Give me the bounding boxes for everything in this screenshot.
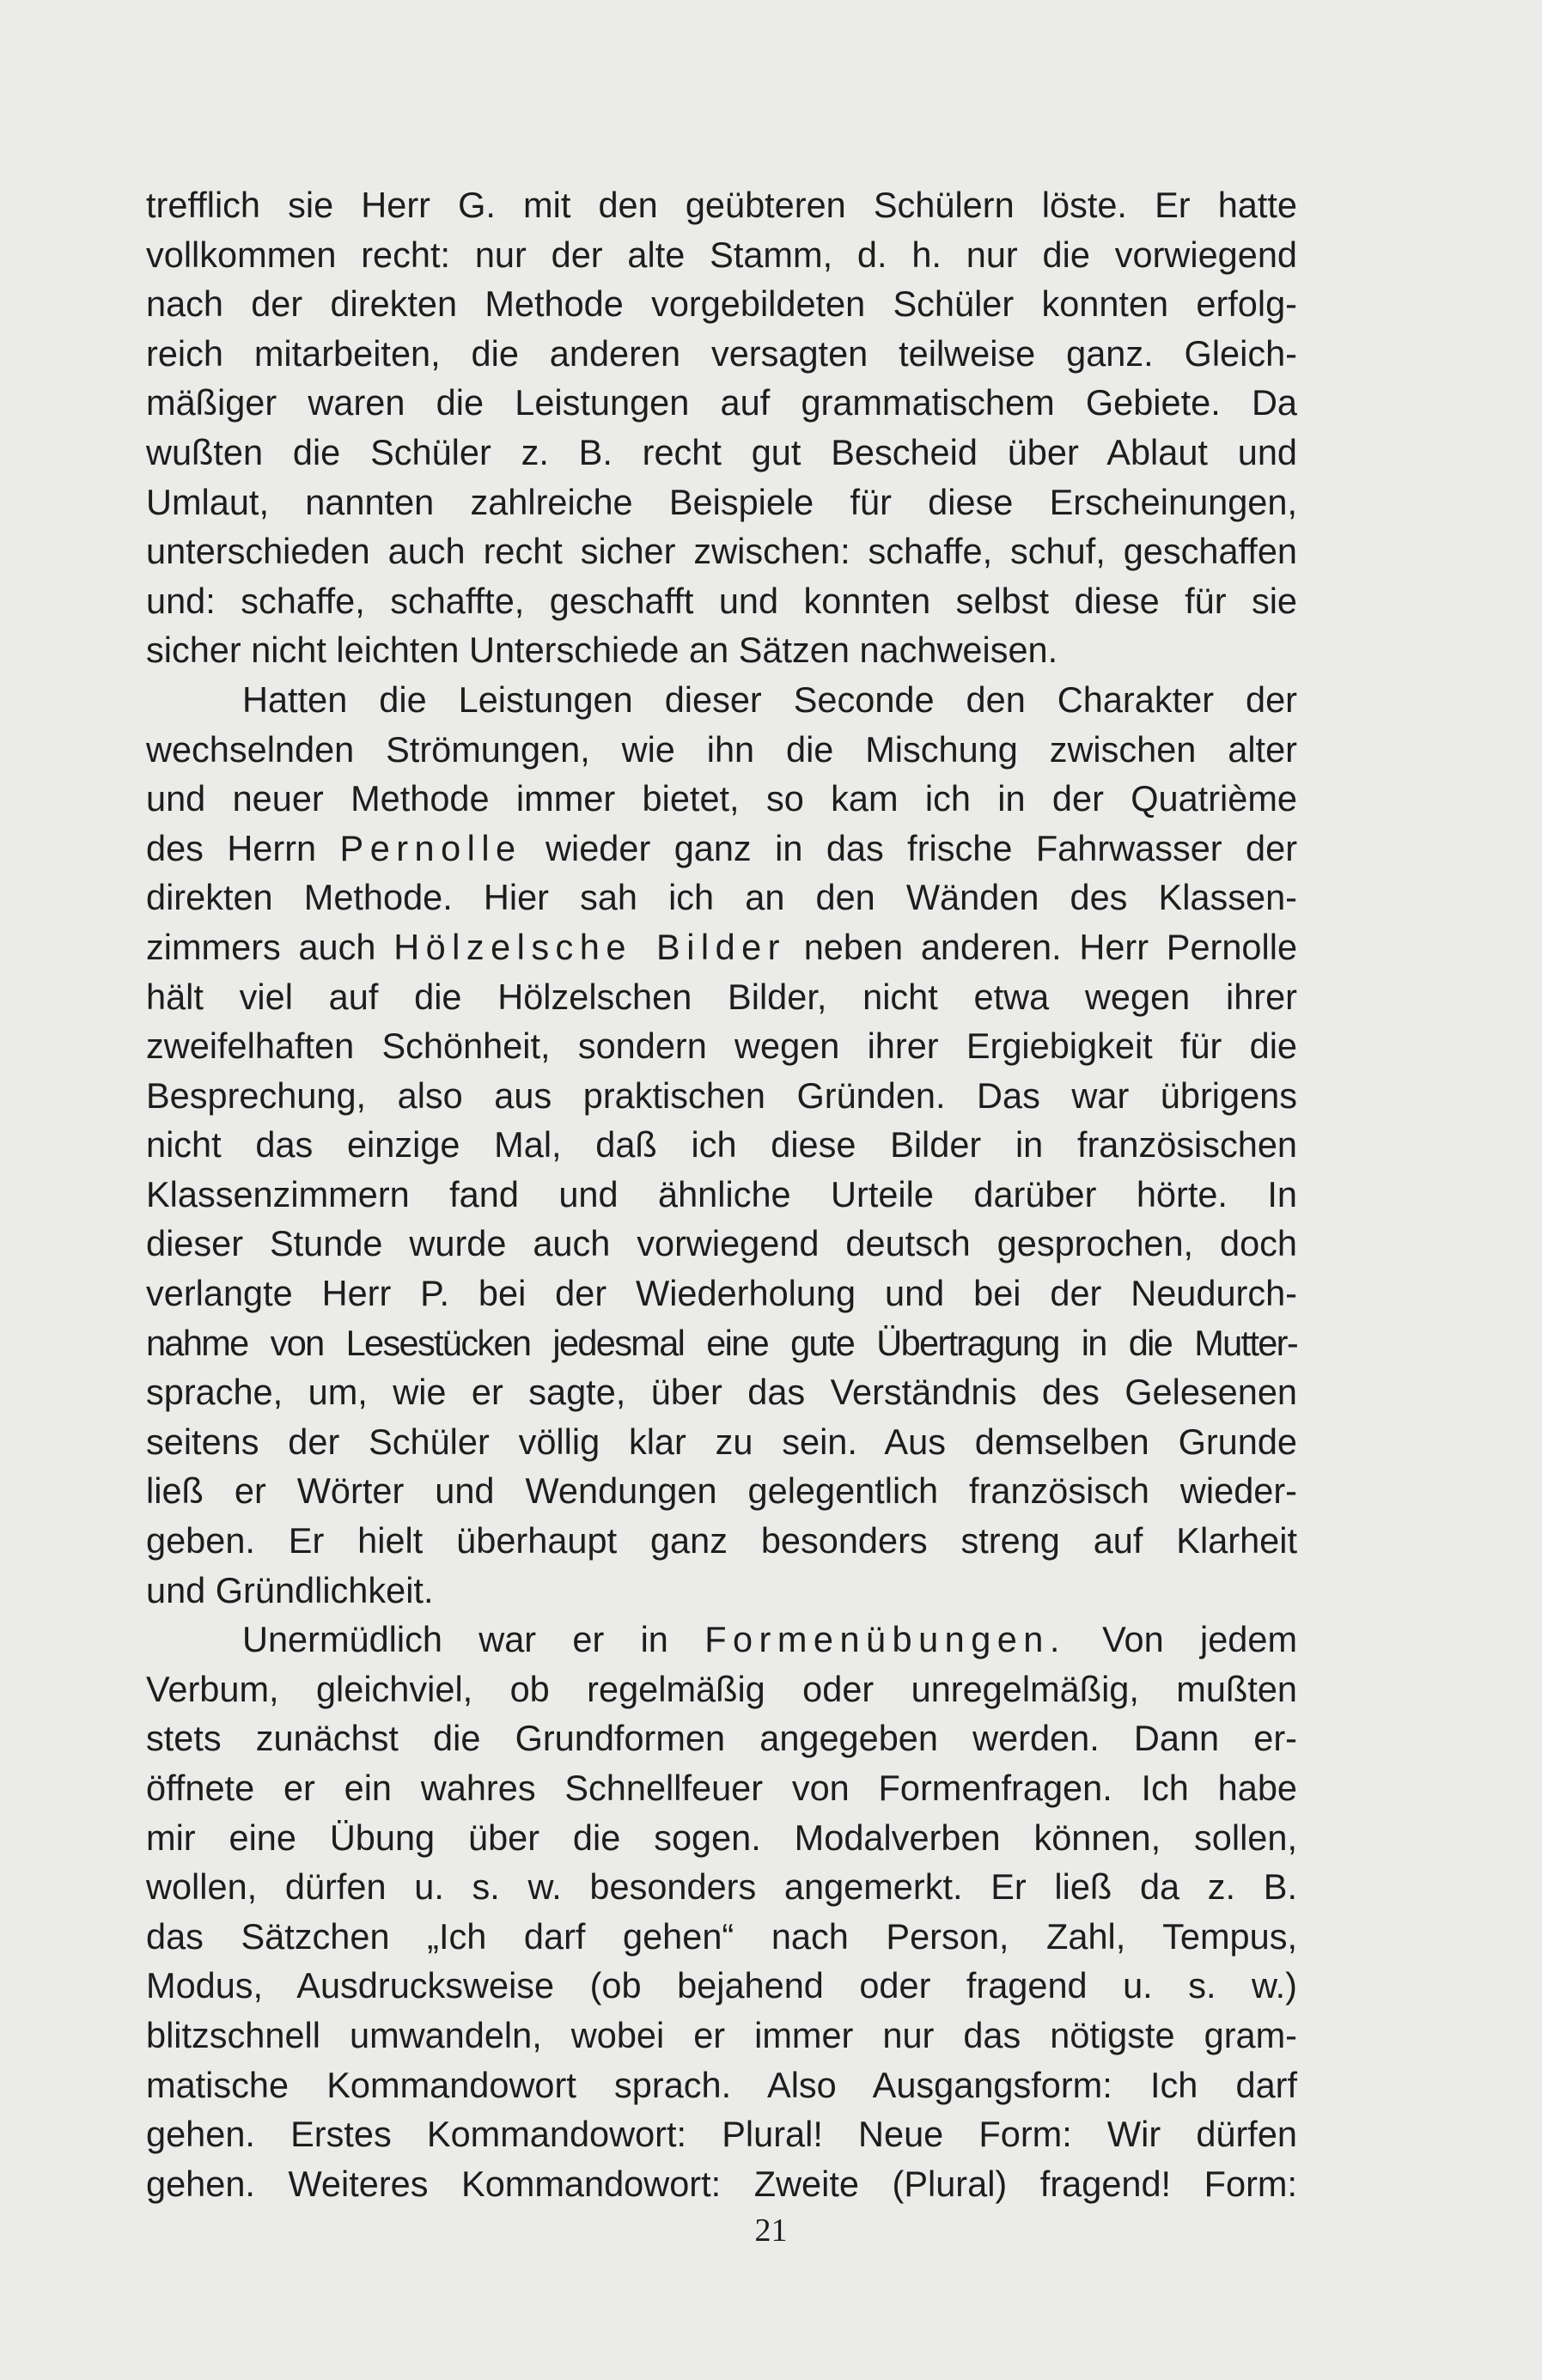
text-line: wußten die Schüler z. B. recht gut Bescheid über Ablaut und (146, 431, 1297, 472)
text-line: seitens der Schüler völlig klar zu sein. Aus demselben Grunde (146, 1421, 1297, 1462)
text-line: direkten Methode. Hier sah ich an den Wänden des Klassen- (146, 877, 1297, 918)
text-segment: Von jedem (1102, 1619, 1298, 1660)
text-segment: zimmers auch (146, 926, 376, 967)
text-line: und: schaffe, schaffte, geschafft und konnten selbst diese für sie (146, 580, 1297, 621)
text-line: hält viel auf die Hölzelschen Bilder, nicht etwa wegen ihrer (146, 976, 1297, 1017)
emphasized-name: Pernolle (339, 827, 522, 868)
text-line: reich mitarbeiten, die anderen versagten teilweise ganz. Gleich- (146, 332, 1297, 374)
text-line: wechselnden Strömungen, wie ihn die Mischung zwischen alter (146, 728, 1297, 770)
text-line: Hatten die Leistungen dieser Seconde den Charakter der (242, 679, 1297, 720)
text-line: nahme von Lesestücken jedesmal eine gute Übertragung in die Mutter- (146, 1322, 1297, 1363)
text-line: vollkommen recht: nur der alte Stamm, d. h. nur die vorwiegend (146, 234, 1297, 275)
text-line: trefflich sie Herr G. mit den geübteren Schülern löste. Er hatte (146, 185, 1297, 225)
text-line: blitzschnell umwandeln, wobei er immer nur das nötigste gram- (146, 2014, 1297, 2055)
text-line: geben. Er hielt überhaupt ganz besonders streng auf Klarheit (146, 1520, 1297, 1561)
text-line: dieser Stunde wurde auch vorwiegend deutsch gesprochen, doch (146, 1223, 1297, 1264)
text-line: stets zunächst die Grundformen angegeben werden. Dann er- (146, 1718, 1297, 1759)
text-line: und neuer Methode immer bietet, so kam ich in der Quatrième (146, 778, 1297, 819)
emphasized-term: Hölzelsche Bilder (393, 926, 786, 967)
text-line: sicher nicht leichten Unterschiede an Sätzen nachweisen. (146, 630, 1058, 671)
text-line: Besprechung, also aus praktischen Gründen. Das war übrigens (146, 1074, 1297, 1116)
text-segment: wieder ganz in das frische Fahrwasser der (545, 827, 1298, 868)
text-line: Verbum, gleichviel, ob regelmäßig oder unregelmäßig, mußten (146, 1668, 1297, 1709)
text-line: Umlaut, nannten zahlreiche Beispiele für diese Erscheinungen, (146, 481, 1297, 522)
text-line: öffnete er ein wahres Schnellfeuer von Formenfragen. Ich habe (146, 1768, 1297, 1808)
text-segment: neben anderen. Herr Pernolle (803, 926, 1298, 967)
text-line: mir eine Übung über die sogen. Modalverben können, sollen, (146, 1817, 1297, 1858)
text-line: nicht das einzige Mal, daß ich diese Bilder in französischen (146, 1124, 1297, 1166)
text-line (146, 824, 1297, 873)
text-line: gehen. Weiteres Kommandowort: Zweite (Plural) fragend! Form: (146, 2163, 1297, 2204)
text-line: verlangte Herr P. bei der Wiederholung und bei der Neudurch- (146, 1273, 1297, 1314)
text-line: nach der direkten Methode vorgebildeten Schüler konnten erfolg- (146, 283, 1297, 325)
page-number: 21 (754, 2213, 788, 2249)
text-segment: Unermüdlich war er in (242, 1619, 668, 1660)
text-line: unterschieden auch recht sicher zwischen: schaffe, schuf, geschaffen (146, 531, 1297, 572)
body-text (146, 180, 1297, 2208)
text-line: gehen. Erstes Kommandowort: Plural! Neue Form: Wir dürfen (146, 2114, 1297, 2155)
text-line: zweifelhaften Schönheit, sondern wegen ihrer Ergiebigkeit für die (146, 1026, 1297, 1067)
text-line: Modus, Ausdrucksweise (ob bejahend oder fragend u. s. w.) (146, 1965, 1297, 2006)
text-line: sprache, um, wie er sagte, über das Verständnis des Gelesenen (146, 1372, 1297, 1413)
text-segment: des Herrn (146, 827, 317, 868)
text-line: das Sätzchen „Ich darf gehen“ nach Person, Zahl, Tempus, (146, 1915, 1297, 1957)
text-line: matische Kommandowort sprach. Also Ausgangsform: Ich darf (146, 2064, 1297, 2105)
text-line: wollen, dürfen u. s. w. besonders angemerkt. Er ließ da z. B. (146, 1866, 1297, 1908)
text-line: und Gründlichkeit. (146, 1569, 434, 1610)
text-line (146, 1615, 1297, 1665)
text-line: ließ er Wörter und Wendungen gelegentlich französisch wieder- (146, 1470, 1297, 1512)
text-line: mäßiger waren die Leistungen auf grammatischem Gebiete. Da (146, 382, 1297, 423)
emphasized-term: Formenübungen. (704, 1619, 1066, 1660)
text-line (146, 922, 1297, 972)
text-line: Klassenzimmern fand und ähnliche Urteile darüber hörte. In (146, 1173, 1297, 1214)
